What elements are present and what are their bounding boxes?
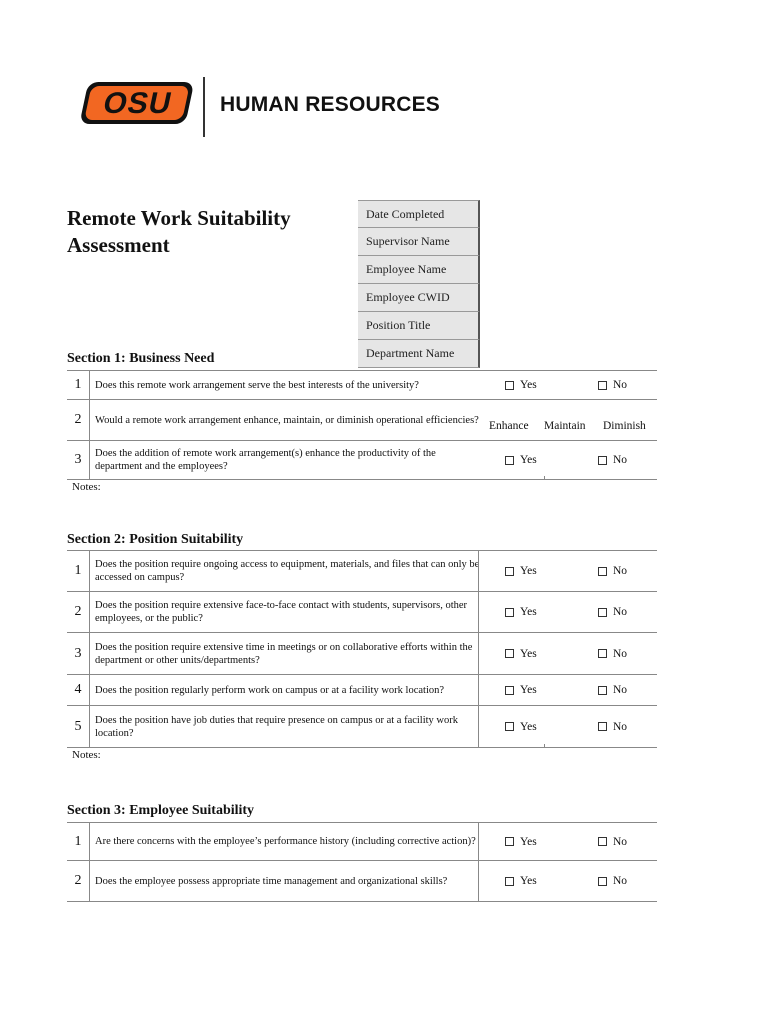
divider	[478, 706, 479, 747]
title-line-1: Remote Work Suitability	[67, 206, 291, 230]
checkbox-icon[interactable]	[505, 608, 514, 617]
row-number: 2	[67, 400, 90, 440]
question-text: Does the position regularly perform work on campus or at a facility work location?	[95, 684, 445, 696]
row-number: 3	[67, 633, 90, 674]
yes-option[interactable]: Yes	[505, 633, 537, 674]
checkbox-icon[interactable]	[598, 837, 607, 846]
section-1-notes[interactable]: Notes:	[72, 481, 101, 493]
question-text: Does this remote work arrangement serve the best interests of the university?	[95, 379, 419, 391]
divider	[478, 861, 479, 901]
checkbox-icon[interactable]	[598, 381, 607, 390]
section-1-table	[67, 370, 657, 480]
section-2-title: Section 2: Position Suitability	[67, 532, 244, 547]
section-1-title: Section 1: Business Need	[67, 351, 215, 366]
brand-title: HUMAN RESOURCES	[220, 93, 441, 116]
table-row	[67, 706, 657, 748]
question-text: Does the position require ongoing access to equipment, materials, and files that can only be accessed on campus?	[95, 559, 480, 583]
checkbox-icon[interactable]	[598, 722, 607, 731]
employee-cwid-field[interactable]: Employee CWID	[358, 284, 480, 312]
yes-option[interactable]: Yes	[505, 371, 537, 399]
no-option[interactable]: No	[598, 675, 627, 705]
row-number: 2	[67, 861, 90, 901]
row-number: 1	[67, 551, 90, 591]
table-row	[67, 592, 657, 633]
question-text: Does the addition of remote work arrangement(s) enhance the productivity of the department and the employees?	[95, 448, 436, 472]
svg-text:OSU: OSU	[100, 87, 176, 120]
checkbox-icon[interactable]	[505, 567, 514, 576]
checkbox-icon[interactable]	[598, 649, 607, 658]
divider	[478, 675, 479, 705]
department-name-field[interactable]: Department Name	[358, 340, 480, 368]
osu-logo	[78, 74, 194, 132]
checkbox-icon[interactable]	[505, 722, 514, 731]
question-text: Are there concerns with the employee’s performance history (including corrective action)?	[95, 836, 476, 847]
checkbox-icon[interactable]	[505, 686, 514, 695]
checkbox-icon[interactable]	[505, 877, 514, 886]
section-2-notes[interactable]: Notes:	[72, 749, 101, 761]
checkbox-icon[interactable]	[505, 456, 514, 465]
divider	[478, 633, 479, 674]
diminish-option[interactable]: Diminish	[603, 420, 646, 432]
no-option[interactable]: No	[598, 633, 627, 674]
employee-info-box	[358, 200, 480, 368]
checkbox-icon[interactable]	[598, 686, 607, 695]
yes-option[interactable]: Yes	[505, 675, 537, 705]
row-number: 3	[67, 441, 90, 479]
no-option[interactable]: No	[598, 592, 627, 632]
checkbox-icon[interactable]	[598, 567, 607, 576]
checkbox-icon[interactable]	[505, 649, 514, 658]
table-row	[67, 550, 657, 592]
row-number: 4	[67, 675, 90, 705]
row-number: 1	[67, 823, 90, 860]
divider	[478, 823, 479, 860]
title-line-2: Assessment	[67, 233, 170, 257]
header-divider	[203, 77, 205, 137]
checkbox-icon[interactable]	[598, 877, 607, 886]
checkbox-icon[interactable]	[505, 837, 514, 846]
yes-option[interactable]: Yes	[505, 441, 537, 479]
supervisor-name-field[interactable]: Supervisor Name	[358, 228, 480, 256]
no-option[interactable]: No	[598, 551, 627, 591]
divider	[478, 592, 479, 632]
section-3-table	[67, 822, 657, 902]
yes-option[interactable]: Yes	[505, 823, 537, 860]
question-text: Does the position require extensive face-to-face contact with students, supervisors, other employees, or the public?	[95, 600, 468, 624]
table-row	[67, 370, 657, 400]
table-row	[67, 822, 657, 861]
checkbox-icon[interactable]	[598, 608, 607, 617]
question-text: Does the position have job duties that require presence on campus or at a facility work location?	[95, 714, 459, 739]
maintain-option[interactable]: Maintain	[544, 420, 586, 432]
table-row	[67, 675, 657, 706]
position-title-field[interactable]: Position Title	[358, 312, 480, 340]
no-option[interactable]: No	[598, 861, 627, 901]
document-title	[67, 205, 347, 259]
no-option[interactable]: No	[598, 823, 627, 860]
date-completed-field[interactable]: Date Completed	[358, 200, 480, 228]
no-option[interactable]: No	[598, 706, 627, 747]
table-row	[67, 441, 657, 480]
table-row	[67, 633, 657, 675]
checkbox-icon[interactable]	[598, 456, 607, 465]
table-row	[67, 400, 657, 441]
table-row	[67, 861, 657, 902]
divider	[544, 744, 545, 748]
row-number: 2	[67, 592, 90, 632]
divider	[478, 551, 479, 591]
no-option[interactable]: No	[598, 441, 627, 479]
no-option[interactable]: No	[598, 371, 627, 399]
employee-name-field[interactable]: Employee Name	[358, 256, 480, 284]
yes-option[interactable]: Yes	[505, 706, 537, 747]
checkbox-icon[interactable]	[505, 381, 514, 390]
row-number: 5	[67, 706, 90, 747]
yes-option[interactable]: Yes	[505, 592, 537, 632]
enhance-option[interactable]: Enhance	[489, 420, 529, 432]
section-3-title: Section 3: Employee Suitability	[67, 803, 255, 818]
section-2-table	[67, 550, 657, 748]
row-number: 1	[67, 371, 90, 399]
divider	[544, 476, 545, 480]
yes-option[interactable]: Yes	[505, 861, 537, 901]
question-text: Would a remote work arrangement enhance, maintain, or diminish operational efficiencies?	[95, 414, 479, 426]
yes-option[interactable]: Yes	[505, 551, 537, 591]
question-text: Does the employee possess appropriate time management and organizational skills?	[95, 875, 448, 887]
question-text: Does the position require extensive time in meetings or on collaborative efforts within the department or other units/departments?	[95, 641, 473, 666]
